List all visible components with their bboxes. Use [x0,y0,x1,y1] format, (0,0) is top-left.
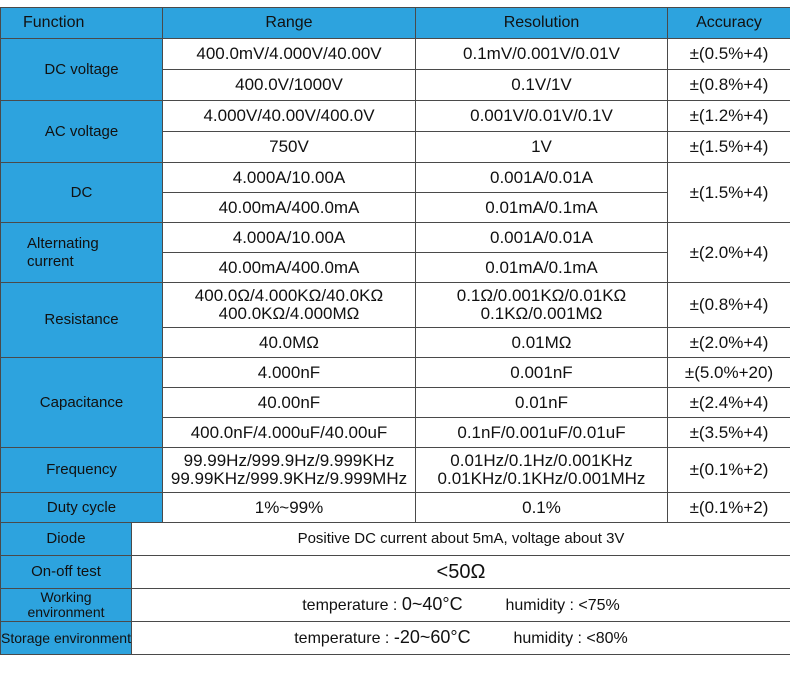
resolution-cell: 0.1% [416,493,668,523]
label-working-environment: Working environment [1,589,132,622]
humidity-label: humidity : [505,597,574,615]
label-onoff-test: On-off test [1,556,132,589]
range-line: 99.99Hz/999.9Hz/9.999KHz [183,451,395,471]
humidity-value: <75% [578,597,620,615]
range-cell: 40.00nF [163,388,416,418]
function-alternating-current [1,223,163,283]
resolution-cell: 0.1V/1V [416,70,668,101]
range-cell: 40.00mA/400.0mA [163,253,416,283]
header-row [1,8,790,39]
function-dc-voltage: DC voltage [1,39,163,101]
resolution-cell: 0.01nF [416,388,668,418]
humidity-label: humidity : [513,630,582,648]
table-row [1,556,790,589]
resolution-cell: 0.01mA/0.1mA [416,193,668,223]
range-cell: 4.000nF [163,358,416,388]
range-cell: 400.0V/1000V [163,70,416,101]
range-cell: 1%~99% [163,493,416,523]
temperature-value: -20~60°C [393,627,471,648]
function-capacitance: Capacitance [1,358,163,448]
table-row [1,448,790,493]
range-line: 400.0KΩ/4.000MΩ [218,304,360,323]
accuracy-cell: ±(0.1%+2) [668,493,790,523]
accuracy-cell: ±(0.8%+4) [668,283,790,328]
label-storage-environment: Storage environment [1,622,132,655]
accuracy-cell: ±(2.0%+4) [668,328,790,358]
temperature-label: temperature : [294,630,390,648]
accuracy-cell: ±(0.8%+4) [668,70,790,101]
header-resolution: Resolution [416,8,668,39]
range-cell [163,283,416,328]
table-row [1,163,790,193]
table-row [1,223,790,253]
table-row [1,589,790,622]
range-cell: 40.00mA/400.0mA [163,193,416,223]
resolution-line: 0.01Hz/0.1Hz/0.001KHz [450,451,633,471]
accuracy-cell: ±(3.5%+4) [668,418,790,448]
function-dc: DC [1,163,163,223]
header-accuracy: Accuracy [668,8,790,39]
resolution-cell: 0.01mA/0.1mA [416,253,668,283]
range-line: 99.99KHz/999.9KHz/9.999MHz [170,469,408,488]
table-row [1,493,790,523]
resolution-cell: 0.001A/0.01A [416,163,668,193]
accuracy-cell: ±(1.5%+4) [668,132,790,163]
resolution-line: 0.01KHz/0.1KHz/0.001MHz [437,469,646,488]
resolution-cell: 0.1mV/0.001V/0.01V [416,39,668,70]
range-cell: 40.0MΩ [163,328,416,358]
table-row [1,39,790,70]
accuracy-cell: ±(1.2%+4) [668,101,790,132]
range-cell: 750V [163,132,416,163]
value-working-environment [132,589,790,622]
table-row [1,283,790,328]
function-resistance: Resistance [1,283,163,358]
value-storage-environment [132,622,790,655]
range-cell: 4.000V/40.00V/400.0V [163,101,416,132]
resolution-line: 0.1Ω/0.001KΩ/0.01KΩ [456,286,627,306]
accuracy-cell: ±(2.4%+4) [668,388,790,418]
label-diode: Diode [1,523,132,556]
temperature-label: temperature : [302,597,398,615]
accuracy-cell: ±(0.5%+4) [668,39,790,70]
range-cell: 4.000A/10.00A [163,223,416,253]
function-frequency: Frequency [1,448,163,493]
range-cell: 400.0nF/4.000uF/40.00uF [163,418,416,448]
resolution-cell: 0.1nF/0.001uF/0.01uF [416,418,668,448]
function-label-line1: Alternating [27,234,99,252]
value-onoff-test: <50Ω [132,556,790,589]
accuracy-cell: ±(0.1%+2) [668,448,790,493]
resolution-cell: 0.001A/0.01A [416,223,668,253]
range-line: 400.0Ω/4.000KΩ/40.0KΩ [194,286,384,306]
function-duty-cycle: Duty cycle [1,493,163,523]
range-cell [163,448,416,493]
resolution-cell [416,283,668,328]
resolution-cell: 0.001V/0.01V/0.1V [416,101,668,132]
temperature-value: 0~40°C [401,594,463,615]
function-ac-voltage: AC voltage [1,101,163,163]
accuracy-cell: ±(2.0%+4) [668,223,790,283]
header-range: Range [163,8,416,39]
header-function: Function [1,8,163,39]
resolution-cell [416,448,668,493]
table-row [1,358,790,388]
resolution-line: 0.1KΩ/0.001MΩ [480,304,603,323]
resolution-cell: 1V [416,132,668,163]
table-row [1,101,790,132]
range-cell: 4.000A/10.00A [163,163,416,193]
value-diode: Positive DC current about 5mA, voltage about 3V [132,523,790,556]
table-row [1,622,790,655]
humidity-value: <80% [586,630,628,648]
resolution-cell: 0.01MΩ [416,328,668,358]
accuracy-cell: ±(5.0%+20) [668,358,790,388]
multimeter-spec-table [0,7,790,655]
accuracy-cell: ±(1.5%+4) [668,163,790,223]
range-cell: 400.0mV/4.000V/40.00V [163,39,416,70]
function-label-line2: current [27,252,74,270]
table-row [1,523,790,556]
resolution-cell: 0.001nF [416,358,668,388]
